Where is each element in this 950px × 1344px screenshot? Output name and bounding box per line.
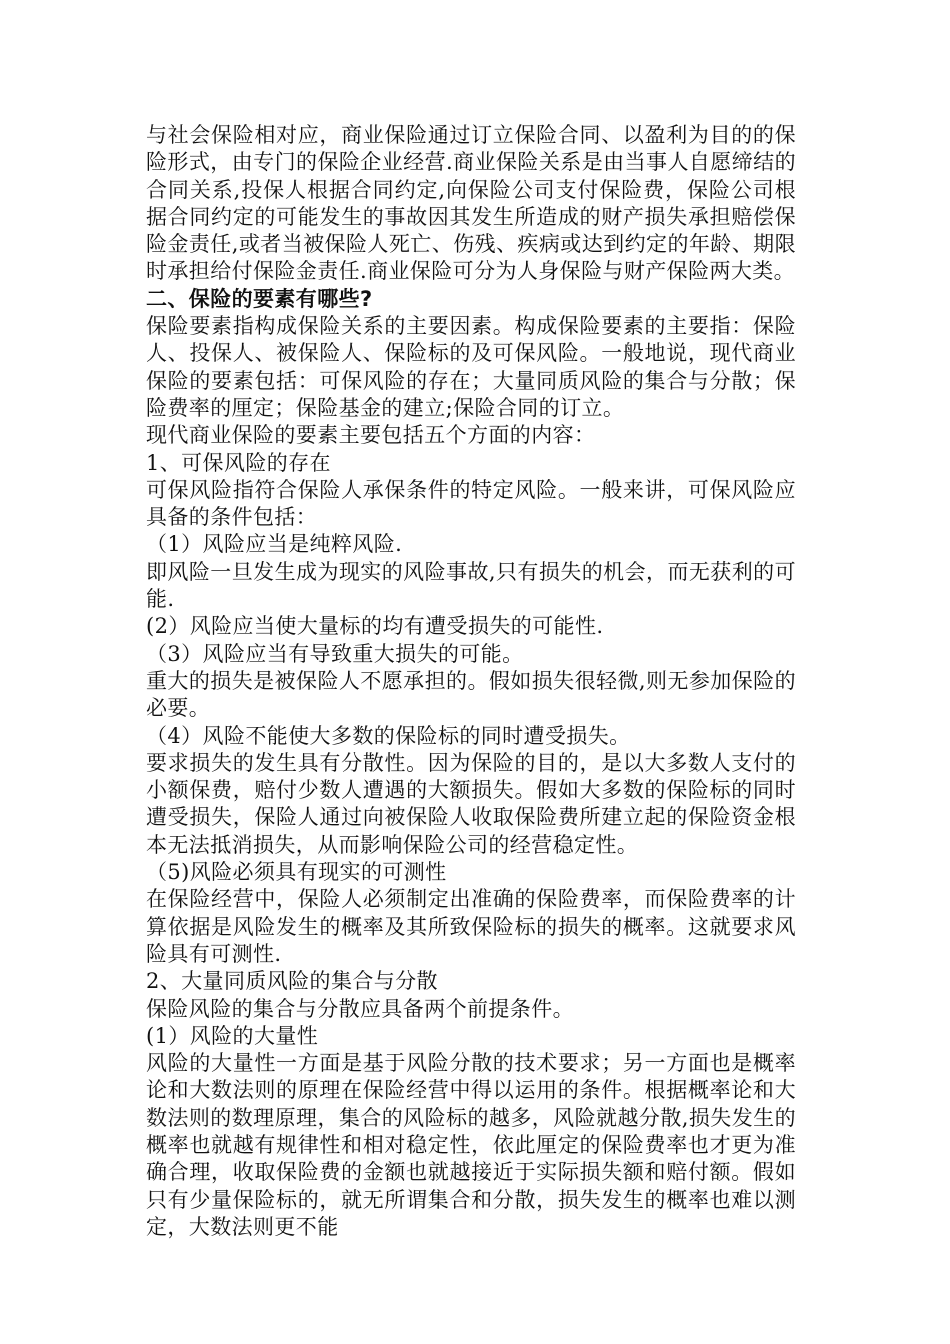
list-item-measurable: （5)风险必须具有现实的可测性 — [146, 860, 447, 885]
paragraph-dispersion: 要求损失的发生具有分散性。因为保险的目的，是以大多数人支付的小额保费，赔付少数人遭遇的大额损失。假如大多数的保险标的同时遭受损失，保险人通过向被保险人收取保险费所建立起的保险资金根本无法抵消损失，从而影响保险公司的经营稳定性。 — [146, 750, 796, 857]
list-item-major-loss: （3）风险应当有导致重大损失的可能。 — [146, 641, 524, 666]
section-heading: 二、保险的要素有哪些? — [146, 286, 373, 311]
paragraph-major-loss: 重大的损失是被保险人不愿承担的。假如损失很轻微,则无参加保险的必要。 — [146, 668, 796, 721]
list-item-large-number: (1）风险的大量性 — [146, 1023, 319, 1048]
list-item-not-simultaneous: （4）风险不能使大多数的保险标的同时遭受损失。 — [146, 723, 631, 748]
list-item-pure-risk: （1）风险应当是纯粹风险. — [146, 532, 403, 557]
paragraph-intro: 与社会保险相对应，商业保险通过订立保险合同、以盈利为目的的保险形式，由专门的保险企业经营.商业保险关系是由当事人自愿缔结的合同关系,投保人根据合同约定,向保险公司支付保险费，保险公司根据合同约定的可能发生的事故因其发生所造成的财产损失承担赔偿保险金责任,或者当被保险人死亡、伤残、疾病或达到约定的年龄、期限时承担给付保险金责任.商业保险可分为人身保险与财产保险两大类。 — [146, 123, 796, 284]
paragraph-elements-definition: 保险要素指构成保险关系的主要因素。构成保险要素的主要指：保险人、投保人、被保险人、保险标的及可保风险。一般地说，现代商业保险的要素包括：可保风险的存在；大量同质风险的集合与分散；保险费率的厘定；保险基金的建立;保险合同的订立。 — [146, 314, 796, 420]
document-body — [146, 122, 796, 1241]
paragraph-pooling-conditions: 保险风险的集合与分散应具备两个前提条件。 — [146, 996, 574, 1021]
list-item-mass-exposure: (2）风险应当使大量标的均有遭受损失的可能性. — [146, 614, 604, 639]
paragraph-large-number: 风险的大量性一方面是基于风险分散的技术要求；另一方面也是概率论和大数法则的原理在保险经营中得以运用的条件。根据概率论和大数法则的数理原理，集合的风险标的越多，风险就越分散,损失发生的概率也就越有规律性和相对稳定性，依此厘定的保险费率也才更为准确合理，收取保险费的金额也就越接近于实际损失额和赔付额。假如只有少量保险标的，就无所谓集合和分散，损失发生的概率也难以测定，大数法则更不能 — [146, 1051, 796, 1239]
paragraph-measurable: 在保险经营中，保险人必须制定出准确的保险费率，而保险费率的计算依据是风险发生的概率及其所致保险标的损失的概率。这就要求风险具有可测性. — [146, 887, 796, 966]
paragraph-five-aspects: 现代商业保险的要素主要包括五个方面的内容： — [146, 423, 596, 448]
paragraph-insurable-risk: 可保风险指符合保险人承保条件的特定风险。一般来讲，可保风险应具备的条件包括： — [146, 477, 796, 530]
subheading-insurable-risk: 1、可保风险的存在 — [146, 450, 331, 475]
paragraph-pure-risk: 即风险一旦发生成为现实的风险事故,只有损失的机会，而无获利的可能. — [146, 559, 796, 612]
subheading-pooling: 2、大量同质风险的集合与分散 — [146, 969, 438, 994]
